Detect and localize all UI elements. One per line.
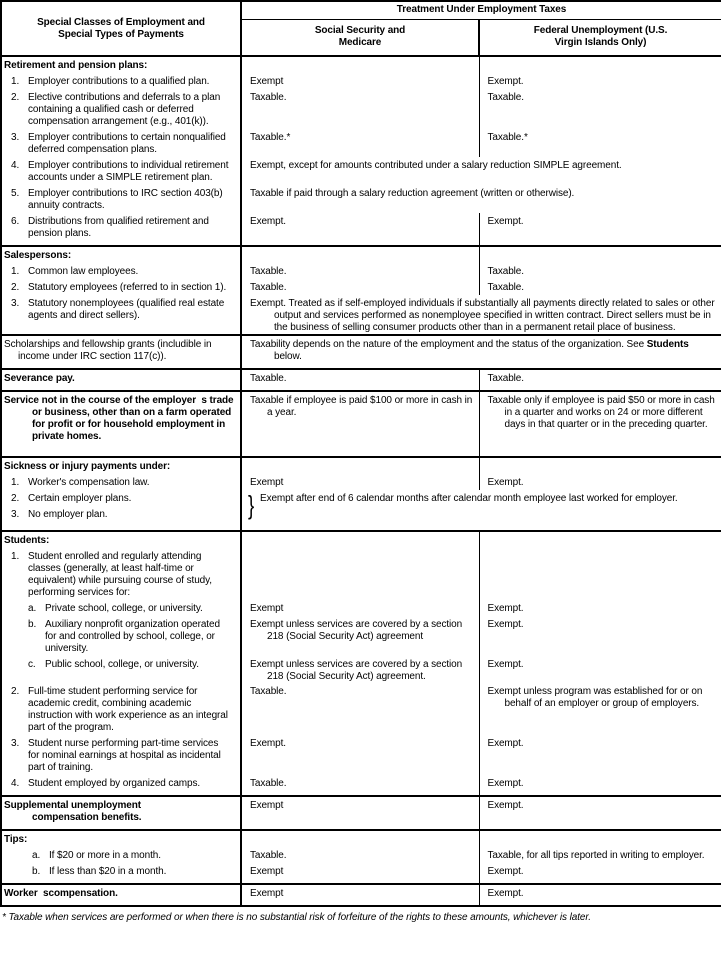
empty-cell bbox=[241, 531, 479, 548]
header-federal-unemployment bbox=[479, 20, 721, 57]
ss-value: Taxable. bbox=[241, 279, 479, 295]
spanning-value bbox=[241, 335, 721, 369]
section-title: Sickness or injury payments under: bbox=[4, 461, 171, 472]
ss-value: Taxable. bbox=[241, 89, 479, 129]
brace-glyph: } bbox=[248, 490, 255, 520]
section-title: Salespersons: bbox=[4, 250, 72, 261]
section-sickness-or-injury-payments bbox=[1, 457, 721, 531]
table-row bbox=[1, 213, 721, 246]
table-row bbox=[1, 847, 721, 863]
section-title: Worker scompensation. bbox=[4, 888, 118, 899]
table-row bbox=[1, 796, 721, 830]
table-row bbox=[1, 279, 721, 295]
table-row bbox=[1, 129, 721, 157]
item-cell bbox=[1, 548, 241, 600]
item-cell bbox=[1, 89, 241, 129]
item-number: 1. bbox=[11, 76, 20, 87]
futa-value: Taxable. bbox=[487, 373, 524, 384]
item-label: Auxiliary nonprofit organization operated for and controlled by school, college, or university. bbox=[45, 619, 220, 654]
header-special-classes bbox=[1, 1, 241, 56]
ss-value: Exempt bbox=[241, 73, 479, 89]
header-special-classes-text: Special Classes of Employment and Special Types of Payments bbox=[37, 16, 205, 40]
header-social-security-text: Social Security and Medicare bbox=[314, 25, 406, 48]
item-number: 2. bbox=[11, 92, 20, 103]
empty-cell bbox=[241, 830, 479, 847]
table-row bbox=[1, 185, 721, 213]
section-title-cell bbox=[1, 830, 241, 847]
item-number: 4. bbox=[11, 778, 20, 789]
footnote: * Taxable when services are performed or when there is no substantial risk of forfeiture of the rights to these amounts, whichever is later. bbox=[2, 912, 591, 923]
ss-value: Taxable. bbox=[241, 683, 479, 735]
item-label: Distributions from qualified retirement and pension plans. bbox=[28, 216, 209, 239]
table-row bbox=[1, 616, 721, 656]
table-row bbox=[1, 548, 721, 600]
table-row bbox=[1, 157, 721, 185]
futa-value: Exempt. bbox=[487, 888, 524, 899]
item-letter: c. bbox=[28, 659, 36, 670]
item-label: Private school, college, or university. bbox=[45, 603, 203, 614]
futa-value: Exempt. bbox=[487, 800, 524, 811]
header-treatment-under-employment-taxes bbox=[241, 1, 721, 20]
ss-value: Exempt. bbox=[241, 213, 479, 246]
item-cell bbox=[1, 157, 241, 185]
section-title: Scholarships and fellowship grants (includible in income under IRC section 117(c)). bbox=[4, 339, 212, 362]
ss-value: Taxable if employee is paid $100 or more in cash in a year. bbox=[241, 391, 479, 457]
section-title: Service not in the course of the employer s trade or business, other than on a farm operated for profit or for household employment in private homes. bbox=[4, 395, 237, 442]
item-label: Full-time student performing service for academic credit, combining academic instruction with work experience as an integral part of the program. bbox=[28, 686, 228, 733]
table-row bbox=[1, 369, 721, 391]
section-salespersons bbox=[1, 246, 721, 335]
section-severance-pay bbox=[1, 369, 721, 391]
ss-value: Exempt bbox=[241, 884, 479, 906]
section-supplemental-unemployment bbox=[1, 796, 721, 830]
value-bold-text: Students bbox=[646, 339, 689, 350]
item-number: 2. bbox=[11, 686, 20, 697]
item-letter: a. bbox=[32, 850, 41, 861]
table-row bbox=[1, 335, 721, 369]
value-text: below. bbox=[274, 351, 302, 362]
section-title-cell bbox=[1, 391, 241, 457]
section-title: Retirement and pension plans: bbox=[4, 60, 148, 71]
item-number: 2. bbox=[11, 493, 20, 504]
item-number: 6. bbox=[11, 216, 20, 227]
empty-cell bbox=[241, 246, 479, 263]
table-row bbox=[1, 735, 721, 775]
table-row bbox=[1, 600, 721, 616]
table-row bbox=[1, 863, 721, 884]
ss-value: Exempt. bbox=[241, 735, 479, 775]
table-row bbox=[1, 263, 721, 279]
section-title-row bbox=[1, 246, 721, 263]
section-title-row bbox=[1, 531, 721, 548]
table-row bbox=[1, 775, 721, 796]
item-cell bbox=[1, 129, 241, 157]
ss-value: Exempt unless services are covered by a section 218 (Social Security Act) agreement bbox=[241, 616, 479, 656]
item-label: Statutory nonemployees (qualified real estate agents and direct sellers). bbox=[28, 298, 225, 321]
item-cell bbox=[1, 73, 241, 89]
item-label: Employer contributions to certain nonqualified deferred compensation plans. bbox=[28, 132, 226, 155]
item-label: Employer contributions to a qualified plan. bbox=[28, 76, 210, 87]
futa-value: Exempt. bbox=[487, 619, 524, 630]
section-title: Students: bbox=[4, 535, 50, 546]
header-federal-unemployment-text: Federal Unemployment (U.S. Virgin Islands Only) bbox=[533, 25, 668, 48]
section-title-cell bbox=[1, 56, 241, 73]
ss-value: Taxable. bbox=[241, 775, 479, 796]
table-row bbox=[1, 89, 721, 129]
ss-value: Taxable. bbox=[241, 369, 479, 391]
item-cell bbox=[1, 656, 241, 683]
futa-value: Exempt. bbox=[487, 603, 524, 614]
item-number: 5. bbox=[11, 188, 20, 199]
empty-cell bbox=[241, 548, 479, 600]
futa-value: Taxable. bbox=[487, 266, 524, 277]
ss-value: Taxable.* bbox=[241, 129, 479, 157]
section-title-cell bbox=[1, 884, 241, 906]
futa-value: Exempt. bbox=[487, 778, 524, 789]
item-cell bbox=[1, 490, 241, 531]
item-cell bbox=[1, 863, 241, 884]
section-retirement-and-pension-plans bbox=[1, 56, 721, 246]
ss-value: Exempt bbox=[241, 600, 479, 616]
spanning-value: Exempt. Treated as if self-employed individuals if substantially all payments directly related to sales or other output and services performed as nonemployee specified in written contract. Direct sellers must be in the business of selling consumer products other than in a permanent retail place of business. bbox=[250, 298, 715, 333]
futa-value: Exempt. bbox=[487, 659, 524, 670]
item-cell bbox=[1, 263, 241, 279]
item-number: 1. bbox=[11, 266, 20, 277]
section-service-not-in-course bbox=[1, 391, 721, 457]
ss-value: Exempt bbox=[241, 474, 479, 490]
futa-value: Taxable. bbox=[487, 92, 524, 103]
futa-value: Taxable.* bbox=[487, 132, 528, 143]
section-students bbox=[1, 531, 721, 796]
item-label: No employer plan. bbox=[28, 509, 108, 520]
ss-value: Exempt bbox=[241, 863, 479, 884]
section-title-cell bbox=[1, 246, 241, 263]
item-number: 1. bbox=[11, 477, 20, 488]
item-label: Worker's compensation law. bbox=[28, 477, 150, 488]
table-row bbox=[1, 73, 721, 89]
empty-cell bbox=[479, 830, 721, 847]
table-row bbox=[1, 391, 721, 457]
section-title-cell bbox=[1, 457, 241, 474]
empty-cell bbox=[241, 56, 479, 73]
section-title-row bbox=[1, 457, 721, 474]
section-title-row bbox=[1, 830, 721, 847]
section-title-cell bbox=[1, 796, 241, 830]
futa-value: Taxable. bbox=[487, 282, 524, 293]
item-label: Employer contributions to IRC section 403(b) annuity contracts. bbox=[28, 188, 223, 211]
empty-cell bbox=[479, 457, 721, 474]
table-row bbox=[1, 656, 721, 683]
section-title-cell bbox=[1, 531, 241, 548]
item-letter: b. bbox=[32, 866, 41, 877]
ss-value: Taxable. bbox=[241, 263, 479, 279]
item-cell bbox=[1, 600, 241, 616]
spanning-value bbox=[241, 490, 721, 531]
ss-value: Exempt unless services are covered by a section 218 (Social Security Act) agreement. bbox=[241, 656, 479, 683]
section-tips bbox=[1, 830, 721, 884]
ss-value: Exempt bbox=[241, 796, 479, 830]
futa-value: Exempt. bbox=[487, 738, 524, 749]
futa-value: Taxable only if employee is paid $50 or more in cash in a quarter and works on 24 or more different days in that quarter or in the preceding quarter. bbox=[487, 395, 715, 430]
table-row bbox=[1, 683, 721, 735]
item-cell bbox=[1, 185, 241, 213]
item-number: 1. bbox=[11, 551, 20, 562]
item-cell bbox=[1, 735, 241, 775]
table-header bbox=[1, 1, 721, 56]
item-label: Certain employer plans. bbox=[28, 493, 132, 504]
header-treatment-text: Treatment Under Employment Taxes bbox=[396, 4, 567, 15]
empty-cell bbox=[241, 457, 479, 474]
item-label: If less than $20 in a month. bbox=[49, 866, 167, 877]
empty-cell bbox=[479, 531, 721, 548]
spanning-value: Exempt, except for amounts contributed under a salary reduction SIMPLE agreement. bbox=[250, 160, 622, 171]
item-letter: b. bbox=[28, 619, 37, 630]
item-label: Student enrolled and regularly attending classes (generally, at least half-time or equivalent) while pursuing course of study, performing services for: bbox=[28, 551, 212, 598]
empty-cell bbox=[479, 548, 721, 600]
item-label: Common law employees. bbox=[28, 266, 139, 277]
section-title: Supplemental unemployment compensation benefits. bbox=[4, 800, 142, 823]
item-cell bbox=[1, 474, 241, 490]
item-cell bbox=[1, 616, 241, 656]
item-cell bbox=[1, 213, 241, 246]
section-title: Tips: bbox=[4, 834, 28, 845]
item-number: 3. bbox=[11, 298, 20, 309]
item-cell bbox=[1, 279, 241, 295]
section-title: Severance pay. bbox=[4, 373, 75, 384]
table-row bbox=[1, 884, 721, 906]
futa-value: Taxable, for all tips reported in writing to employer. bbox=[487, 850, 705, 861]
item-number: 3. bbox=[11, 509, 20, 520]
item-cell bbox=[1, 847, 241, 863]
item-label: Statutory employees (referred to in section 1). bbox=[28, 282, 227, 293]
item-label: Student nurse performing part-time services for nominal earnings at hospital as incidental part of training. bbox=[28, 738, 221, 773]
item-cell bbox=[1, 683, 241, 735]
item-label: Public school, college, or university. bbox=[45, 659, 199, 670]
item-cell bbox=[1, 295, 241, 335]
table-row bbox=[1, 295, 721, 335]
futa-value: Exempt. bbox=[487, 866, 524, 877]
item-number: 2. bbox=[11, 282, 20, 293]
futa-value: Exempt. bbox=[487, 216, 524, 227]
ss-value: Taxable. bbox=[241, 847, 479, 863]
empty-cell bbox=[479, 246, 721, 263]
item-number: 4. bbox=[11, 160, 20, 171]
table-row bbox=[1, 474, 721, 490]
value-text: Taxability depends on the nature of the employment and the status of the organization. See bbox=[250, 339, 645, 350]
item-cell bbox=[1, 775, 241, 796]
spanning-value: Taxable if paid through a salary reduction agreement (written or otherwise). bbox=[250, 188, 575, 199]
item-number: 3. bbox=[11, 738, 20, 749]
table-row bbox=[1, 490, 721, 531]
futa-value: Exempt unless program was established for or on behalf of an employer or group of employers. bbox=[487, 686, 703, 709]
section-title-row bbox=[1, 56, 721, 73]
item-label: Employer contributions to individual retirement accounts under a SIMPLE retirement plan. bbox=[28, 160, 229, 183]
futa-value: Exempt. bbox=[487, 76, 524, 87]
item-label: Student employed by organized camps. bbox=[28, 778, 201, 789]
header-social-security-medicare bbox=[241, 20, 479, 57]
item-label: Elective contributions and deferrals to a plan containing a qualified cash or deferred compensation arrangement (e.g., 401(k)). bbox=[28, 92, 221, 127]
value-text: Exempt after end of 6 calendar months after calendar month employee last worked for employer. bbox=[260, 493, 678, 504]
section-scholarships bbox=[1, 335, 721, 369]
section-workers-compensation bbox=[1, 884, 721, 906]
item-number: 3. bbox=[11, 132, 20, 143]
item-label: If $20 or more in a month. bbox=[49, 850, 161, 861]
section-title-cell bbox=[1, 335, 241, 369]
futa-value: Exempt. bbox=[487, 477, 524, 488]
empty-cell bbox=[479, 56, 721, 73]
item-letter: a. bbox=[28, 603, 37, 614]
section-title-cell bbox=[1, 369, 241, 391]
